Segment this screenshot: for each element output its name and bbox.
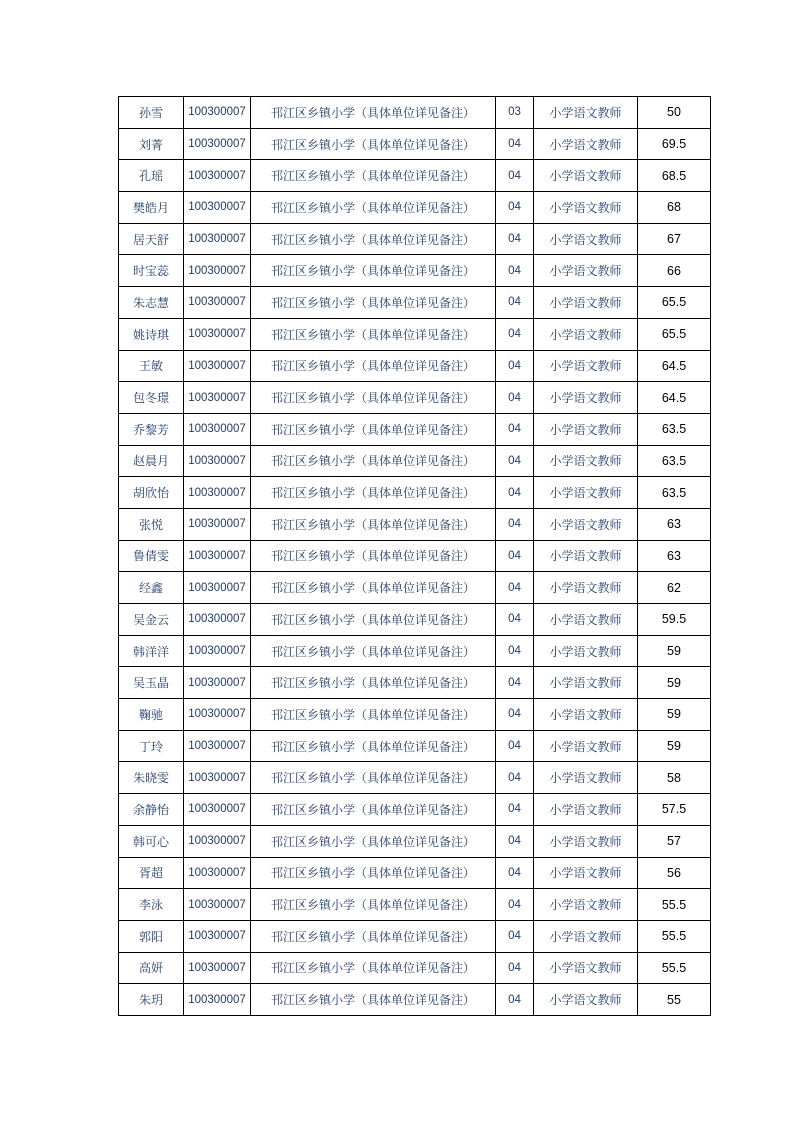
- written-score: 63: [638, 508, 711, 540]
- exam-id: 100300007: [184, 192, 251, 224]
- written-score: 59: [638, 667, 711, 699]
- exam-id: 100300007: [184, 572, 251, 604]
- recruiting-unit: 邗江区乡镇小学（具体单位详见备注）: [251, 572, 496, 604]
- post-name: 小学语文教师: [534, 413, 638, 445]
- candidate-name: 鞠驰: [119, 699, 184, 731]
- post-code: 04: [496, 857, 534, 889]
- post-code: 04: [496, 667, 534, 699]
- post-name: 小学语文教师: [534, 540, 638, 572]
- exam-id: 100300007: [184, 318, 251, 350]
- recruiting-unit: 邗江区乡镇小学（具体单位详见备注）: [251, 255, 496, 287]
- post-code: 04: [496, 350, 534, 382]
- recruiting-unit: 邗江区乡镇小学（具体单位详见备注）: [251, 952, 496, 984]
- exam-id: 100300007: [184, 350, 251, 382]
- post-name: 小学语文教师: [534, 730, 638, 762]
- recruiting-unit: 邗江区乡镇小学（具体单位详见备注）: [251, 794, 496, 826]
- table-row: [119, 730, 711, 762]
- table-row: [119, 508, 711, 540]
- post-code: 04: [496, 382, 534, 414]
- exam-id: 100300007: [184, 128, 251, 160]
- candidate-name: 李泳: [119, 889, 184, 921]
- post-code: 04: [496, 508, 534, 540]
- candidate-name: 韩洋洋: [119, 635, 184, 667]
- candidate-name: 孔瑶: [119, 160, 184, 192]
- written-score: 57: [638, 825, 711, 857]
- recruiting-unit: 邗江区乡镇小学（具体单位详见备注）: [251, 889, 496, 921]
- exam-id: 100300007: [184, 160, 251, 192]
- table-row: [119, 635, 711, 667]
- post-code: 04: [496, 604, 534, 636]
- table-row: [119, 572, 711, 604]
- post-name: 小学语文教师: [534, 857, 638, 889]
- exam-id: 100300007: [184, 984, 251, 1016]
- score-sheet: [118, 96, 711, 1016]
- written-score: 66: [638, 255, 711, 287]
- exam-id: 100300007: [184, 382, 251, 414]
- exam-id: 100300007: [184, 699, 251, 731]
- post-name: 小学语文教师: [534, 318, 638, 350]
- exam-id: 100300007: [184, 477, 251, 509]
- table-row: [119, 920, 711, 952]
- post-code: 04: [496, 572, 534, 604]
- table-row: [119, 699, 711, 731]
- candidate-name: 鲁倩雯: [119, 540, 184, 572]
- candidate-name: 赵晨月: [119, 445, 184, 477]
- post-name: 小学语文教师: [534, 762, 638, 794]
- post-name: 小学语文教师: [534, 794, 638, 826]
- written-score: 57.5: [638, 794, 711, 826]
- recruiting-unit: 邗江区乡镇小学（具体单位详见备注）: [251, 857, 496, 889]
- exam-id: 100300007: [184, 730, 251, 762]
- results-table: [118, 96, 711, 1016]
- post-name: 小学语文教师: [534, 508, 638, 540]
- post-name: 小学语文教师: [534, 477, 638, 509]
- candidate-name: 时宝蕊: [119, 255, 184, 287]
- post-name: 小学语文教师: [534, 223, 638, 255]
- candidate-name: 姚诗琪: [119, 318, 184, 350]
- exam-id: 100300007: [184, 825, 251, 857]
- written-score: 69.5: [638, 128, 711, 160]
- written-score: 64.5: [638, 350, 711, 382]
- table-row: [119, 382, 711, 414]
- recruiting-unit: 邗江区乡镇小学（具体单位详见备注）: [251, 730, 496, 762]
- written-score: 63: [638, 540, 711, 572]
- table-row: [119, 287, 711, 319]
- exam-id: 100300007: [184, 952, 251, 984]
- table-row: [119, 192, 711, 224]
- recruiting-unit: 邗江区乡镇小学（具体单位详见备注）: [251, 762, 496, 794]
- exam-id: 100300007: [184, 794, 251, 826]
- candidate-name: 吴金云: [119, 604, 184, 636]
- results-table-body: [119, 97, 711, 1016]
- exam-id: 100300007: [184, 604, 251, 636]
- exam-id: 100300007: [184, 762, 251, 794]
- table-row: [119, 97, 711, 129]
- candidate-name: 居天舒: [119, 223, 184, 255]
- recruiting-unit: 邗江区乡镇小学（具体单位详见备注）: [251, 382, 496, 414]
- recruiting-unit: 邗江区乡镇小学（具体单位详见备注）: [251, 192, 496, 224]
- written-score: 67: [638, 223, 711, 255]
- recruiting-unit: 邗江区乡镇小学（具体单位详见备注）: [251, 667, 496, 699]
- candidate-name: 胡欣怡: [119, 477, 184, 509]
- recruiting-unit: 邗江区乡镇小学（具体单位详见备注）: [251, 604, 496, 636]
- post-code: 04: [496, 952, 534, 984]
- post-code: 04: [496, 699, 534, 731]
- exam-id: 100300007: [184, 287, 251, 319]
- candidate-name: 樊皓月: [119, 192, 184, 224]
- post-name: 小学语文教师: [534, 97, 638, 129]
- candidate-name: 高妍: [119, 952, 184, 984]
- exam-id: 100300007: [184, 445, 251, 477]
- post-code: 04: [496, 635, 534, 667]
- written-score: 50: [638, 97, 711, 129]
- table-row: [119, 255, 711, 287]
- candidate-name: 孙雪: [119, 97, 184, 129]
- candidate-name: 王敏: [119, 350, 184, 382]
- written-score: 68.5: [638, 160, 711, 192]
- exam-id: 100300007: [184, 857, 251, 889]
- recruiting-unit: 邗江区乡镇小学（具体单位详见备注）: [251, 413, 496, 445]
- recruiting-unit: 邗江区乡镇小学（具体单位详见备注）: [251, 825, 496, 857]
- written-score: 55.5: [638, 889, 711, 921]
- post-code: 04: [496, 540, 534, 572]
- written-score: 58: [638, 762, 711, 794]
- recruiting-unit: 邗江区乡镇小学（具体单位详见备注）: [251, 540, 496, 572]
- exam-id: 100300007: [184, 413, 251, 445]
- recruiting-unit: 邗江区乡镇小学（具体单位详见备注）: [251, 160, 496, 192]
- post-code: 04: [496, 223, 534, 255]
- post-code: 04: [496, 920, 534, 952]
- recruiting-unit: 邗江区乡镇小学（具体单位详见备注）: [251, 350, 496, 382]
- post-code: 04: [496, 762, 534, 794]
- written-score: 64.5: [638, 382, 711, 414]
- written-score: 59: [638, 699, 711, 731]
- recruiting-unit: 邗江区乡镇小学（具体单位详见备注）: [251, 635, 496, 667]
- exam-id: 100300007: [184, 223, 251, 255]
- table-row: [119, 889, 711, 921]
- post-code: 04: [496, 825, 534, 857]
- recruiting-unit: 邗江区乡镇小学（具体单位详见备注）: [251, 318, 496, 350]
- candidate-name: 朱玥: [119, 984, 184, 1016]
- table-row: [119, 857, 711, 889]
- post-code: 04: [496, 287, 534, 319]
- candidate-name: 韩可心: [119, 825, 184, 857]
- exam-id: 100300007: [184, 635, 251, 667]
- post-code: 04: [496, 984, 534, 1016]
- post-name: 小学语文教师: [534, 667, 638, 699]
- candidate-name: 刘菁: [119, 128, 184, 160]
- candidate-name: 吴玉晶: [119, 667, 184, 699]
- written-score: 63.5: [638, 445, 711, 477]
- post-code: 04: [496, 889, 534, 921]
- exam-id: 100300007: [184, 540, 251, 572]
- table-row: [119, 540, 711, 572]
- table-row: [119, 984, 711, 1016]
- written-score: 63.5: [638, 413, 711, 445]
- recruiting-unit: 邗江区乡镇小学（具体单位详见备注）: [251, 984, 496, 1016]
- table-row: [119, 477, 711, 509]
- post-code: 03: [496, 97, 534, 129]
- post-code: 04: [496, 255, 534, 287]
- recruiting-unit: 邗江区乡镇小学（具体单位详见备注）: [251, 920, 496, 952]
- written-score: 68: [638, 192, 711, 224]
- post-name: 小学语文教师: [534, 699, 638, 731]
- table-row: [119, 794, 711, 826]
- recruiting-unit: 邗江区乡镇小学（具体单位详见备注）: [251, 477, 496, 509]
- post-name: 小学语文教师: [534, 952, 638, 984]
- table-row: [119, 413, 711, 445]
- post-name: 小学语文教师: [534, 635, 638, 667]
- post-name: 小学语文教师: [534, 255, 638, 287]
- recruiting-unit: 邗江区乡镇小学（具体单位详见备注）: [251, 128, 496, 160]
- table-row: [119, 762, 711, 794]
- table-row: [119, 445, 711, 477]
- table-row: [119, 318, 711, 350]
- recruiting-unit: 邗江区乡镇小学（具体单位详见备注）: [251, 287, 496, 319]
- post-code: 04: [496, 477, 534, 509]
- exam-id: 100300007: [184, 97, 251, 129]
- post-code: 04: [496, 128, 534, 160]
- exam-id: 100300007: [184, 667, 251, 699]
- candidate-name: 张悦: [119, 508, 184, 540]
- written-score: 56: [638, 857, 711, 889]
- post-name: 小学语文教师: [534, 160, 638, 192]
- post-code: 04: [496, 413, 534, 445]
- written-score: 65.5: [638, 318, 711, 350]
- candidate-name: 经鑫: [119, 572, 184, 604]
- post-name: 小学语文教师: [534, 604, 638, 636]
- post-name: 小学语文教师: [534, 350, 638, 382]
- exam-id: 100300007: [184, 508, 251, 540]
- exam-id: 100300007: [184, 255, 251, 287]
- written-score: 55.5: [638, 952, 711, 984]
- candidate-name: 朱晓雯: [119, 762, 184, 794]
- table-row: [119, 223, 711, 255]
- candidate-name: 郭阳: [119, 920, 184, 952]
- written-score: 59: [638, 635, 711, 667]
- post-code: 04: [496, 318, 534, 350]
- post-code: 04: [496, 192, 534, 224]
- candidate-name: 朱志慧: [119, 287, 184, 319]
- table-row: [119, 604, 711, 636]
- post-name: 小学语文教师: [534, 572, 638, 604]
- table-row: [119, 825, 711, 857]
- exam-id: 100300007: [184, 889, 251, 921]
- post-name: 小学语文教师: [534, 287, 638, 319]
- post-name: 小学语文教师: [534, 889, 638, 921]
- recruiting-unit: 邗江区乡镇小学（具体单位详见备注）: [251, 699, 496, 731]
- candidate-name: 胥超: [119, 857, 184, 889]
- recruiting-unit: 邗江区乡镇小学（具体单位详见备注）: [251, 508, 496, 540]
- post-code: 04: [496, 730, 534, 762]
- written-score: 65.5: [638, 287, 711, 319]
- candidate-name: 丁玲: [119, 730, 184, 762]
- recruiting-unit: 邗江区乡镇小学（具体单位详见备注）: [251, 445, 496, 477]
- written-score: 62: [638, 572, 711, 604]
- recruiting-unit: 邗江区乡镇小学（具体单位详见备注）: [251, 97, 496, 129]
- candidate-name: 余静怡: [119, 794, 184, 826]
- post-code: 04: [496, 445, 534, 477]
- post-name: 小学语文教师: [534, 984, 638, 1016]
- post-name: 小学语文教师: [534, 445, 638, 477]
- recruiting-unit: 邗江区乡镇小学（具体单位详见备注）: [251, 223, 496, 255]
- post-name: 小学语文教师: [534, 192, 638, 224]
- post-name: 小学语文教师: [534, 920, 638, 952]
- table-row: [119, 952, 711, 984]
- table-row: [119, 667, 711, 699]
- candidate-name: 包冬璟: [119, 382, 184, 414]
- post-code: 04: [496, 794, 534, 826]
- table-row: [119, 128, 711, 160]
- post-name: 小学语文教师: [534, 825, 638, 857]
- written-score: 59.5: [638, 604, 711, 636]
- written-score: 63.5: [638, 477, 711, 509]
- written-score: 55: [638, 984, 711, 1016]
- candidate-name: 乔黎芳: [119, 413, 184, 445]
- written-score: 59: [638, 730, 711, 762]
- table-row: [119, 350, 711, 382]
- exam-id: 100300007: [184, 920, 251, 952]
- table-row: [119, 160, 711, 192]
- written-score: 55.5: [638, 920, 711, 952]
- post-name: 小学语文教师: [534, 382, 638, 414]
- post-name: 小学语文教师: [534, 128, 638, 160]
- post-code: 04: [496, 160, 534, 192]
